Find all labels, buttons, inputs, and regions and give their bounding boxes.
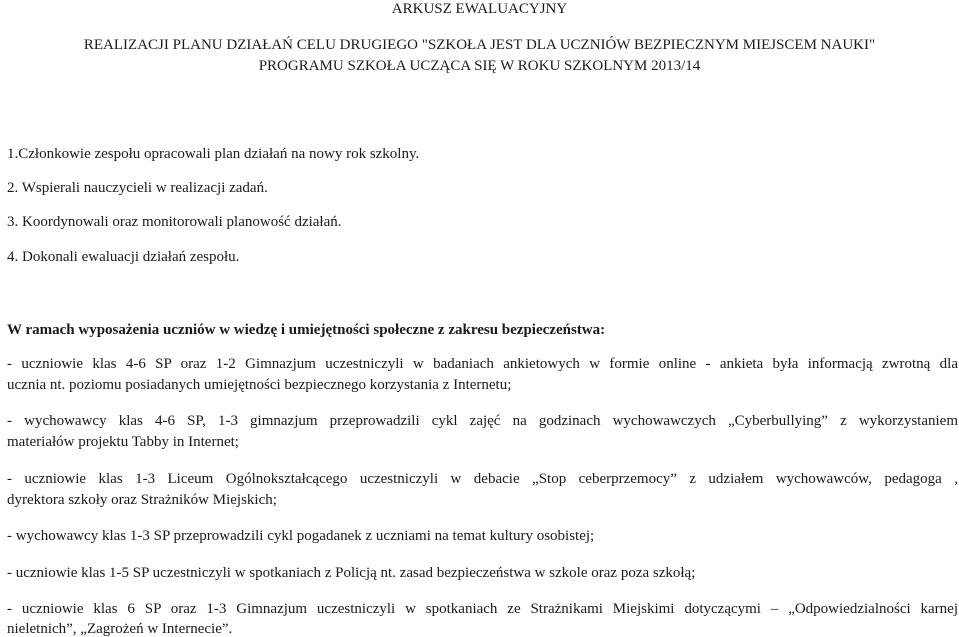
bullet-6-line-2: nieletnich”, „Zagrożeń w Internecie”. xyxy=(7,621,233,637)
numbered-item-4: 4. Dokonali ewaluacji działań zespołu. xyxy=(7,249,240,265)
bullet-3-line-2: dyrektora szkoły oraz Strażników Miejskich; xyxy=(7,492,277,508)
document-subtitle-line-2: PROGRAMU SZKOŁA UCZĄCA SIĘ W ROKU SZKOLNYM 2013/14 xyxy=(258,58,701,74)
bullet-6-line-1: - uczniowie klas 6 SP oraz 1-3 Gimnazjum uczestniczyli w spotkaniach ze Strażnikami Miejskimi dotyczącymi – „Odpowiedzialności karnej xyxy=(7,601,958,617)
bullet-2-line-2: materiałów projektu Tabby in Internet; xyxy=(7,434,239,450)
document-title: ARKUSZ EWALUACYJNY xyxy=(391,1,568,17)
section-heading: W ramach wyposażenia uczniów w wiedzę i umiejętności społeczne z zakresu bezpieczeństwa: xyxy=(7,322,606,338)
bullet-5: - uczniowie klas 1-5 SP uczestniczyli w spotkaniach z Policją nt. zasad bezpieczeństwa w szkole oraz poza szkołą; xyxy=(7,565,696,581)
bullet-2-line-1: - wychowawcy klas 4-6 SP, 1-3 gimnazjum przeprowadzili cykl zajęć na godzinach wychowawczych „Cyberbullying” z wykorzystaniem xyxy=(7,413,958,429)
bullet-3-line-1: - uczniowie klas 1-3 Liceum Ogólnokształcącego uczestniczyli w debacie „Stop ceberprzemocy” z udziałem wychowawców, pedagoga , xyxy=(7,471,958,487)
bullet-4: - wychowawcy klas 1-3 SP przeprowadzili cykl pogadanek z uczniami na temat kultury osobistej; xyxy=(7,528,595,544)
bullet-1-line-2: ucznia nt. poziomu posiadanych umiejętności bezpiecznego korzystania z Internetu; xyxy=(7,377,512,393)
numbered-item-1: 1.Członkowie zespołu opracowali plan działań na nowy rok szkolny. xyxy=(7,146,420,162)
bullet-1-line-1: - uczniowie klas 4-6 SP oraz 1-2 Gimnazjum uczestniczyli w badaniach ankietowych w formie online - ankieta była informacją zwrotną dla xyxy=(7,356,958,372)
numbered-item-2: 2. Wspierali nauczycieli w realizacji zadań. xyxy=(7,180,268,196)
numbered-item-3: 3. Koordynowali oraz monitorowali planowość działań. xyxy=(7,214,342,230)
document-subtitle-line-1: REALIZACJI PLANU DZIAŁAŃ CELU DRUGIEGO "SZKOŁA JEST DLA UCZNIÓW BEZPIECZNYM MIEJSCEM NAUKI" xyxy=(83,37,876,53)
